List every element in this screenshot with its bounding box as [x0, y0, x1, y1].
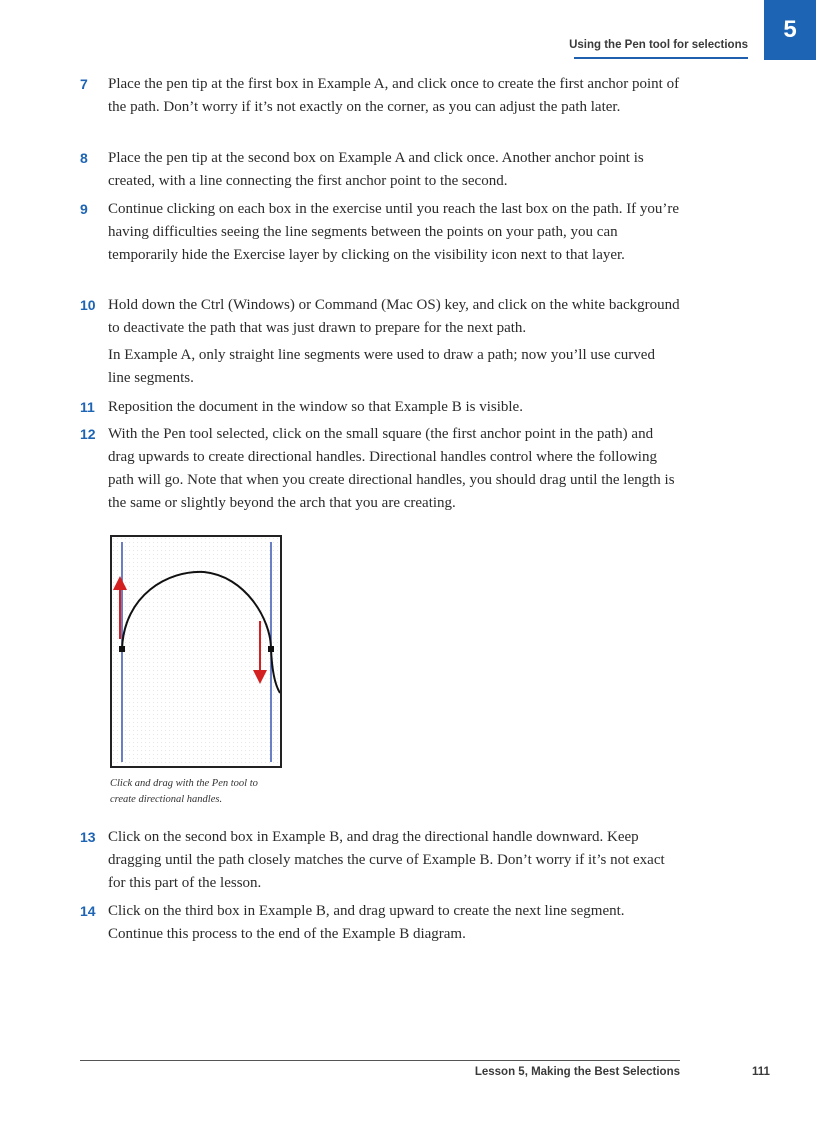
step-8 — [80, 147, 680, 193]
step-number: 9 — [80, 201, 88, 217]
step-13 — [80, 826, 680, 895]
step-number: 14 — [80, 903, 96, 919]
footer-rule — [80, 1060, 680, 1061]
header-rule — [574, 57, 748, 59]
pen-tool-illustration — [112, 537, 280, 766]
step-number: 8 — [80, 150, 88, 166]
running-header-title: Using the Pen tool for selections — [569, 39, 748, 51]
step-text: Click on the third box in Example B, and drag upward to create the next line segment. Continue this process to the end of the Example B diagram. — [108, 903, 625, 942]
chapter-tab: 5 — [764, 0, 816, 60]
step-number: 13 — [80, 829, 96, 845]
figure-caption: Click and drag with the Pen tool to create directional handles. — [110, 778, 258, 805]
note-paragraph: In Example A, only straight line segments were used to draw a path; now you’ll use curved line segments. — [108, 347, 655, 386]
step-text: Continue clicking on each box in the exercise until you reach the last box on the path. If you’re having difficulties seeing the line segments between the points on your path, you can temporarily hide the Exercise layer by clicking on the visibility icon next to that layer. — [108, 201, 680, 263]
step-number: 12 — [80, 426, 96, 442]
step-number: 10 — [80, 297, 96, 313]
step-14 — [80, 900, 680, 946]
step-text: With the Pen tool selected, click on the small square (the first anchor point in the path) and drag upwards to create directional handles. Directional handles control where the following path will go. Note that when you create directional handles, you should drag until the length is the same or slightly beyond the arch that you are creating. — [108, 426, 675, 511]
footer-lesson-title: Lesson 5, Making the Best Selections — [474, 1066, 680, 1078]
step-text: Place the pen tip at the second box on Example A and click once. Another anchor point is created, with a line connecting the first anchor point to the second. — [108, 150, 644, 189]
step-10 — [80, 294, 680, 340]
step-text: Place the pen tip at the first box in Example A, and click once to create the first anchor point of the path. Don’t worry if it’s not exactly on the corner, as you can adjust the path later. — [108, 76, 680, 115]
step-11 — [80, 396, 680, 419]
step-9 — [80, 198, 680, 267]
step-text: Reposition the document in the window so that Example B is visible. — [108, 399, 523, 415]
first-anchor-point — [119, 646, 125, 652]
step-number: 7 — [80, 76, 88, 92]
step-text: Click on the second box in Example B, and drag the directional handle downward. Keep dragging until the path closely matches the curve of Example B. Don’t worry if it’s not exact for this part of the lesson. — [108, 829, 665, 891]
step-text: Hold down the Ctrl (Windows) or Command (Mac OS) key, and click on the white background to deactivate the path that was just drawn to prepare for the next path. — [108, 297, 680, 336]
step-12 — [80, 423, 680, 515]
page-number: 111 — [752, 1066, 770, 1078]
step-7 — [80, 73, 680, 119]
pen-tool-figure — [110, 535, 282, 768]
second-anchor-point — [268, 646, 274, 652]
step-number: 11 — [80, 399, 95, 415]
